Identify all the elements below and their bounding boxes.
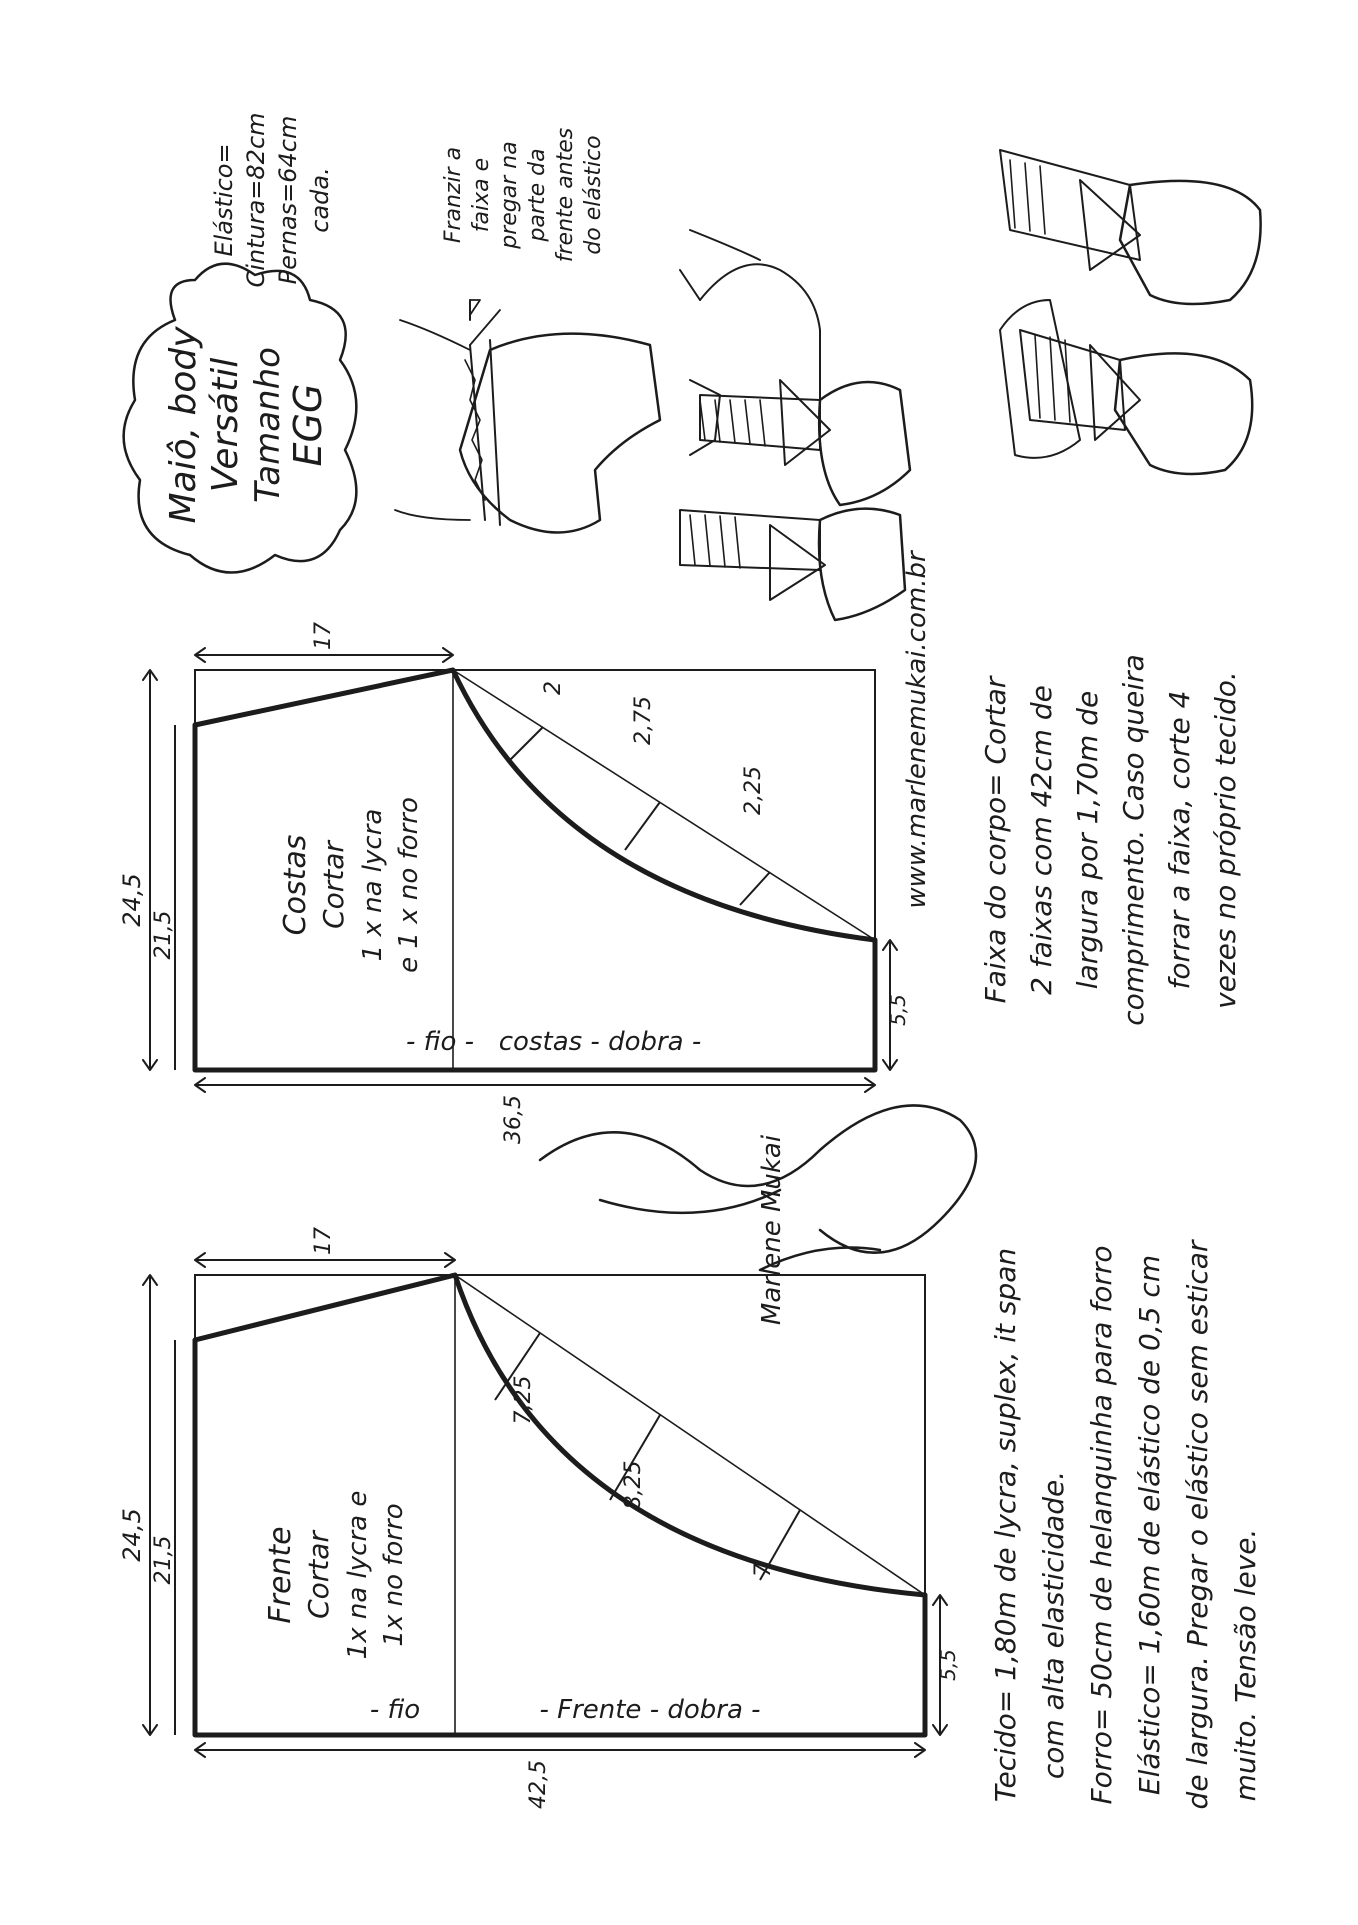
costas-end-height: 5,5: [886, 994, 910, 1026]
title-line-1: Maiô, body: [163, 326, 204, 524]
website-note: [902, 549, 932, 909]
elastic-info-line-3: Pernas=64cm: [274, 115, 302, 285]
fabric-note-line-2: com alta elasticidade.: [1037, 1470, 1070, 1780]
costas-depth-3: 2,25: [741, 766, 766, 815]
frente-depth-1: 7,25: [511, 1375, 536, 1425]
sketch-note-line-5: frente antes: [553, 127, 578, 263]
website-url: www.marlenemukai.com.br: [902, 551, 932, 909]
frente-height-side: 21,5: [151, 1535, 176, 1585]
elastic-info-line-1: Elástico=: [210, 143, 238, 257]
frente-depth-2: 8,25: [621, 1460, 646, 1510]
title-line-3: Tamanho: [248, 347, 288, 503]
costas-label-2: Cortar: [317, 841, 350, 929]
frente-label-3: 1x na lycra e: [343, 1490, 373, 1660]
faixa-note-line-4: comprimento. Caso queira: [1117, 654, 1150, 1026]
frente-label-1: Frente: [263, 1526, 298, 1624]
fabric-note-line-3: Forro= 50cm de helanquinha para forro: [1085, 1245, 1118, 1805]
faixa-note-line-1: Faixa do corpo= Cortar: [979, 676, 1012, 1004]
fabric-note-line-4: Elástico= 1,60m de elástico de 0,5 cm: [1133, 1254, 1166, 1796]
sketch-note-line-2: faixa e: [469, 157, 494, 233]
frente-label-4: 1x no forro: [379, 1503, 409, 1647]
faixa-note-line-6: vezes no próprio tecido.: [1209, 671, 1242, 1009]
costas-fold-label: costas - dobra -: [498, 1027, 702, 1057]
faixa-note-line-3: largura por 1,70m de: [1071, 690, 1104, 990]
frente-depth-3: 7: [751, 1563, 776, 1577]
frente-top-width: 17: [311, 1227, 336, 1255]
sketch-note-line-4: parte da: [525, 148, 550, 242]
costas-depth-2: 2,75: [631, 696, 656, 745]
fabric-note-line-1: Tecido= 1,80m de lycra, suplex, it span: [989, 1247, 1022, 1803]
costas-bottom-width: 36,5: [501, 1095, 526, 1144]
faixa-note-line-5: forrar a faixa, corte 4: [1163, 690, 1196, 990]
sketch-note-line-1: Franzir a: [441, 146, 466, 244]
elastic-info-line-4: cada.: [306, 167, 334, 233]
title-line-4: EGG: [286, 383, 330, 467]
frente-end-height: 5,5: [936, 1649, 960, 1681]
costas-label-3: 1 x na lycra: [358, 808, 388, 962]
fabric-note-line-5: de largura. Pregar o elástico sem esticar: [1181, 1240, 1214, 1810]
frente-height-total: 24,5: [118, 1508, 146, 1562]
costas-height-total: 24,5: [118, 873, 146, 927]
costas-top-width: 17: [311, 622, 336, 650]
frente-fold-label: - Frente - dobra -: [539, 1695, 761, 1725]
elastic-info-line-2: Cintura=82cm: [242, 112, 270, 288]
sketch-note-line-6: do elástico: [581, 135, 606, 255]
sketch-note-line-3: pregar na: [497, 141, 522, 249]
costas-height-side: 21,5: [151, 910, 176, 960]
frente-bottom-width: 42,5: [526, 1760, 551, 1809]
fabric-note-line-6: muito. Tensão leve.: [1229, 1528, 1262, 1802]
signature-text: Marlene Mukai: [757, 1134, 787, 1326]
costas-label-1: Costas: [278, 834, 313, 936]
frente-label-2: Cortar: [302, 1531, 335, 1619]
costas-label-4: e 1 x no forro: [394, 797, 424, 973]
title-line-2: Versátil: [205, 357, 246, 493]
frente-fio-label: - fio: [369, 1695, 421, 1725]
costas-depth-1: 2: [541, 681, 566, 695]
costas-fio-label: - fio -: [406, 1027, 474, 1057]
faixa-note-line-2: 2 faixas com 42cm de: [1025, 685, 1058, 995]
